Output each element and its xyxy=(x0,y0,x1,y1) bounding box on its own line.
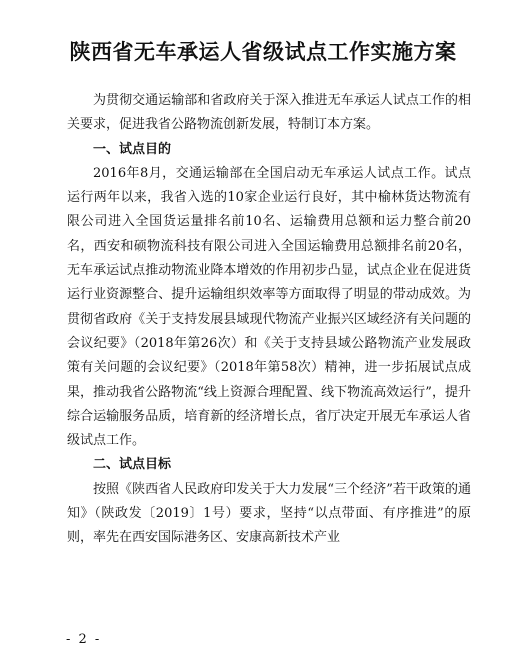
document-body xyxy=(67,89,471,551)
section-1-heading: 一、试点目的 xyxy=(93,141,172,157)
section-2-paragraph: 按照《陕西省人民政府印发关于大力发展“三个经济”若干政策的通知》（陕政发〔2019〕1号）要求，坚持“以点带面、有序推进”的原则，率先在西安国际港务区、安康高新技术产业 xyxy=(67,481,471,546)
section-1-paragraph: 2016年8月，交通运输部在全国启动无车承运人试点工作。试点运行两年以来，我省入选的10家企业运行良好，其中榆林货达物流有限公司进入全国货运量排名前10名、运输费用总额和运力整合前20名，西安和硕物流科技有限公司进入全国运输费用总额排名前20名，无车承运试点推动物流业降本增效的作用初步凸显，试点企业在促进货运行业资源整合、提升运输组织效率等方面取得了明显的带动成效。为贯彻省政府《关于支持发展县域现代物流产业振兴区域经济有关问题的会议纪要》（2018年第26次）和《关于支持县域公路物流产业发展政策有关问题的会议纪要》（2018年第58次）精神，进一步拓展试点成果，推动我省公路物流“线上资源合理配置、线下物流高效运行”，提升综合运输服务品质，培育新的经济增长点，省厅决定开展无车承运人省级试点工作。 xyxy=(67,165,471,449)
document-title: 陕西省无车承运人省级试点工作实施方案 xyxy=(69,40,457,64)
page-number: - 2 - xyxy=(66,632,102,647)
section-2-heading: 二、试点目标 xyxy=(93,457,172,473)
intro-paragraph: 为贯彻交通运输部和省政府关于深入推进无车承运人试点工作的相关要求，促进我省公路物流创新发展，特制订本方案。 xyxy=(67,93,471,133)
